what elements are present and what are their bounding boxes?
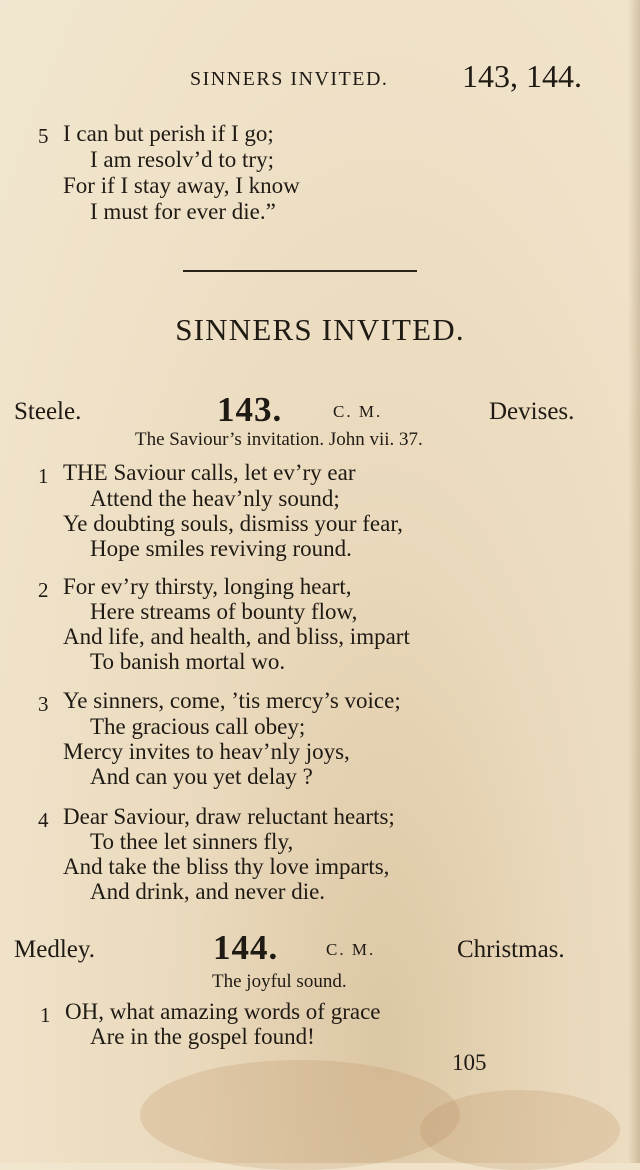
hymn-tune: Christmas. (457, 936, 565, 963)
verse-line: I can but perish if I go; (63, 121, 274, 146)
running-head-hymn-numbers: 143, 144. (462, 58, 582, 94)
hymn-144-header (0, 928, 640, 968)
hymn-number: 144. (213, 928, 279, 967)
verse-line: To thee let sinners fly, (90, 829, 294, 854)
hymn-author: Steele. (14, 398, 82, 425)
verse-number: 4 (38, 808, 49, 832)
verse-number: 2 (38, 578, 49, 602)
hymn-subtitle: The Saviour’s invitation. John vii. 37. (135, 429, 423, 450)
verse-line: To banish mortal wo. (90, 649, 286, 674)
verse-line: Ye doubting souls, dismiss your fear, (63, 511, 403, 536)
verse-number: 5 (38, 124, 49, 148)
verse-line: The gracious call obey; (90, 714, 306, 739)
foxing-stain (140, 1060, 460, 1170)
hymn-tune: Devises. (489, 398, 575, 425)
verse-line: Are in the gospel found! (90, 1024, 315, 1049)
section-divider-rule (183, 270, 417, 272)
verse-line: And drink, and never die. (90, 879, 326, 904)
verse-line: OH, what amazing words of grace (65, 999, 381, 1024)
verse-number: 1 (38, 464, 49, 488)
verse-line: Hope smiles reviving round. (90, 536, 352, 561)
verse-line: Ye sinners, come, ’tis mercy’s voice; (63, 688, 401, 713)
verse-line: Here streams of bounty flow, (90, 599, 358, 624)
verse-line: I must for ever die.” (90, 199, 276, 224)
verse-line: And take the bliss thy love imparts, (63, 854, 390, 879)
running-head-title: SINNERS INVITED. (190, 68, 389, 90)
hymn-author: Medley. (14, 936, 95, 963)
hymn-143-header (0, 390, 640, 430)
page-edge-shadow (628, 0, 640, 1163)
verse-line: For ev’ry thirsty, longing heart, (63, 574, 352, 599)
page-number: 105 (452, 1050, 487, 1075)
verse-number: 1 (40, 1003, 51, 1027)
hymn-meter: C. M. (333, 402, 383, 421)
verse-line: And life, and health, and bliss, impart (63, 624, 410, 649)
hymn-meter: C. M. (326, 940, 376, 959)
foxing-stain (420, 1090, 620, 1170)
hymn-subtitle: The joyful sound. (212, 971, 347, 992)
verse-line: THE Saviour calls, let ev’ry ear (63, 460, 356, 485)
verse-line: And can you yet delay ? (90, 764, 313, 789)
verse-line: I am resolv’d to try; (90, 147, 274, 172)
verse-line: Dear Saviour, draw reluctant hearts; (63, 804, 395, 829)
hymn-number: 143. (217, 390, 283, 429)
verse-number: 3 (38, 692, 49, 716)
section-title: SINNERS INVITED. (175, 312, 465, 347)
verse-line: Attend the heav’nly sound; (90, 486, 340, 511)
verse-line: Mercy invites to heav’nly joys, (63, 739, 350, 764)
running-head (0, 58, 640, 98)
verse-line: For if I stay away, I know (63, 173, 300, 198)
